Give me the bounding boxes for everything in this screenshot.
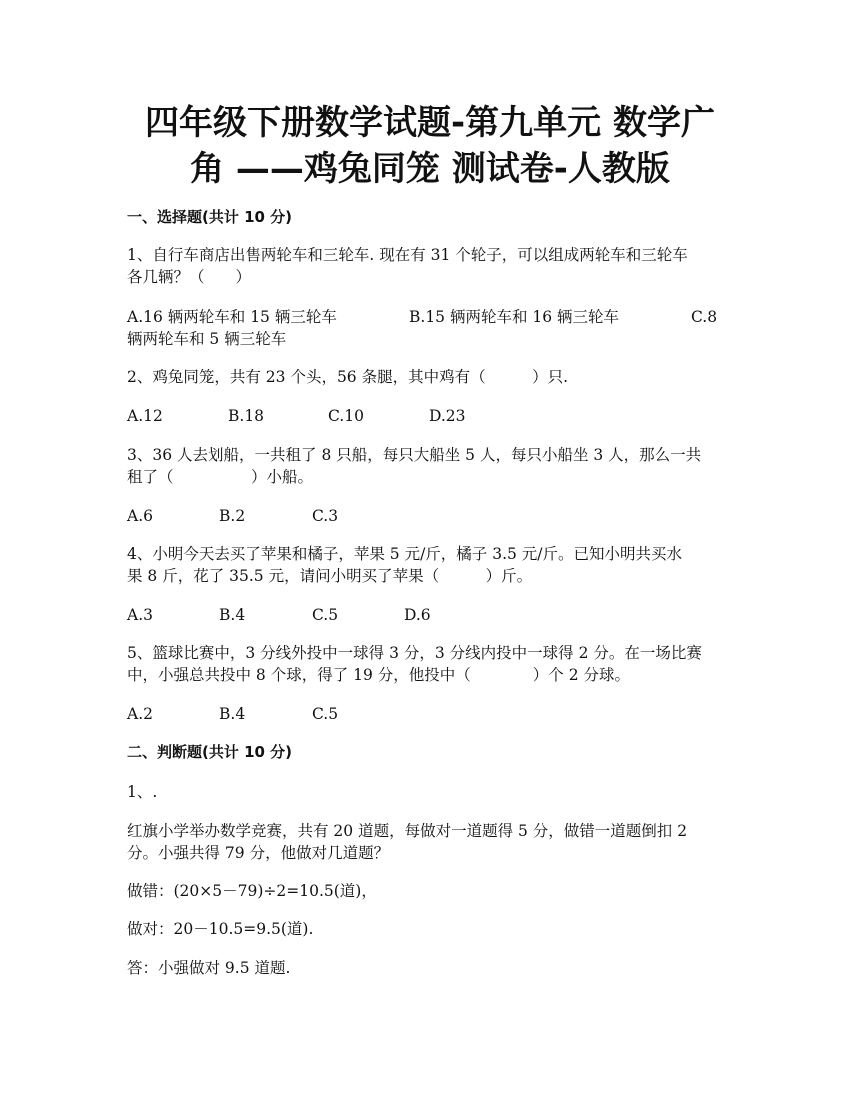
- question-4-option-c: C.5: [312, 606, 339, 624]
- question-3-line-1: 3、36 人去划船，一共租了 8 只船，每只大船坐 5 人，每只小船坐 3 人，那么一共: [127, 446, 702, 464]
- section-heading-judgement: 二、判断题(共计 10 分): [127, 743, 293, 761]
- question-2-line-1: 2、鸡兔同笼，共有 23 个头，56 条腿，其中鸡有（ ）只.: [127, 368, 569, 386]
- document-title-line-2: 角 ——鸡兔同笼 测试卷-人教版: [190, 149, 670, 189]
- question-1-line-2: 各几辆？（ ）: [127, 268, 252, 286]
- question-4-option-a: A.3: [127, 606, 153, 624]
- question-4-option-b: B.4: [219, 606, 246, 624]
- question-5-option-b: B.4: [219, 705, 246, 723]
- question-3-line-2: 租了（ ）小船。: [127, 468, 314, 486]
- question-2-option-b: B.18: [228, 407, 265, 425]
- document-title-line-1: 四年级下册数学试题-第九单元 数学广: [145, 103, 715, 143]
- question-5-line-1: 5、篮球比赛中，3 分线外投中一球得 3 分，3 分线内投中一球得 2 分。在一场比赛: [127, 644, 702, 662]
- question-3-option-a: A.6: [127, 507, 153, 525]
- judgement-1-problem-line-1: 红旗小学举办数学竞赛，共有 20 道题，每做对一道题得 5 分，做错一道题倒扣 2: [127, 822, 688, 840]
- question-3-option-b: B.2: [219, 507, 246, 525]
- question-5-option-a: A.2: [127, 705, 153, 723]
- question-5-option-c: C.5: [312, 705, 339, 723]
- question-1-option-c: C.8: [691, 308, 718, 326]
- judgement-1-label: 1、.: [127, 783, 158, 801]
- question-2-option-a: A.12: [127, 407, 163, 425]
- question-4-line-2: 果 8 斤，花了 35.5 元，请问小明买了苹果（ ）斤。: [127, 567, 533, 585]
- section-heading-choice: 一、选择题(共计 10 分): [127, 208, 293, 226]
- judgement-1-wrong-count: 做错：(20×5－79)÷2=10.5(道)，: [127, 882, 377, 900]
- question-1-option-b: B.15 辆两轮车和 16 辆三轮车: [409, 308, 620, 326]
- question-2-option-d: D.23: [429, 407, 466, 425]
- question-5-line-2: 中，小强总共投中 8 个球，得了 19 分，他投中（ ）个 2 分球。: [127, 666, 631, 684]
- judgement-1-problem-line-2: 分。小强共得 79 分，他做对几道题？: [127, 844, 390, 862]
- question-4-option-d: D.6: [404, 606, 431, 624]
- judgement-1-answer: 答：小强做对 9.5 道题.: [127, 959, 291, 977]
- question-2-option-c: C.10: [328, 407, 364, 425]
- judgement-1-right-count: 做对：20－10.5=9.5(道).: [127, 920, 314, 938]
- question-1-option-a: A.16 辆两轮车和 15 辆三轮车: [127, 308, 337, 326]
- question-1-option-c-cont: 辆两轮车和 5 辆三轮车: [127, 330, 287, 348]
- question-1-line-1: 1、自行车商店出售两轮车和三轮车. 现在有 31 个轮子，可以组成两轮车和三轮车: [127, 246, 688, 264]
- question-3-option-c: C.3: [312, 507, 339, 525]
- question-4-line-1: 4、小明今天去买了苹果和橘子，苹果 5 元/斤，橘子 3.5 元/斤。已知小明共买水: [127, 545, 683, 563]
